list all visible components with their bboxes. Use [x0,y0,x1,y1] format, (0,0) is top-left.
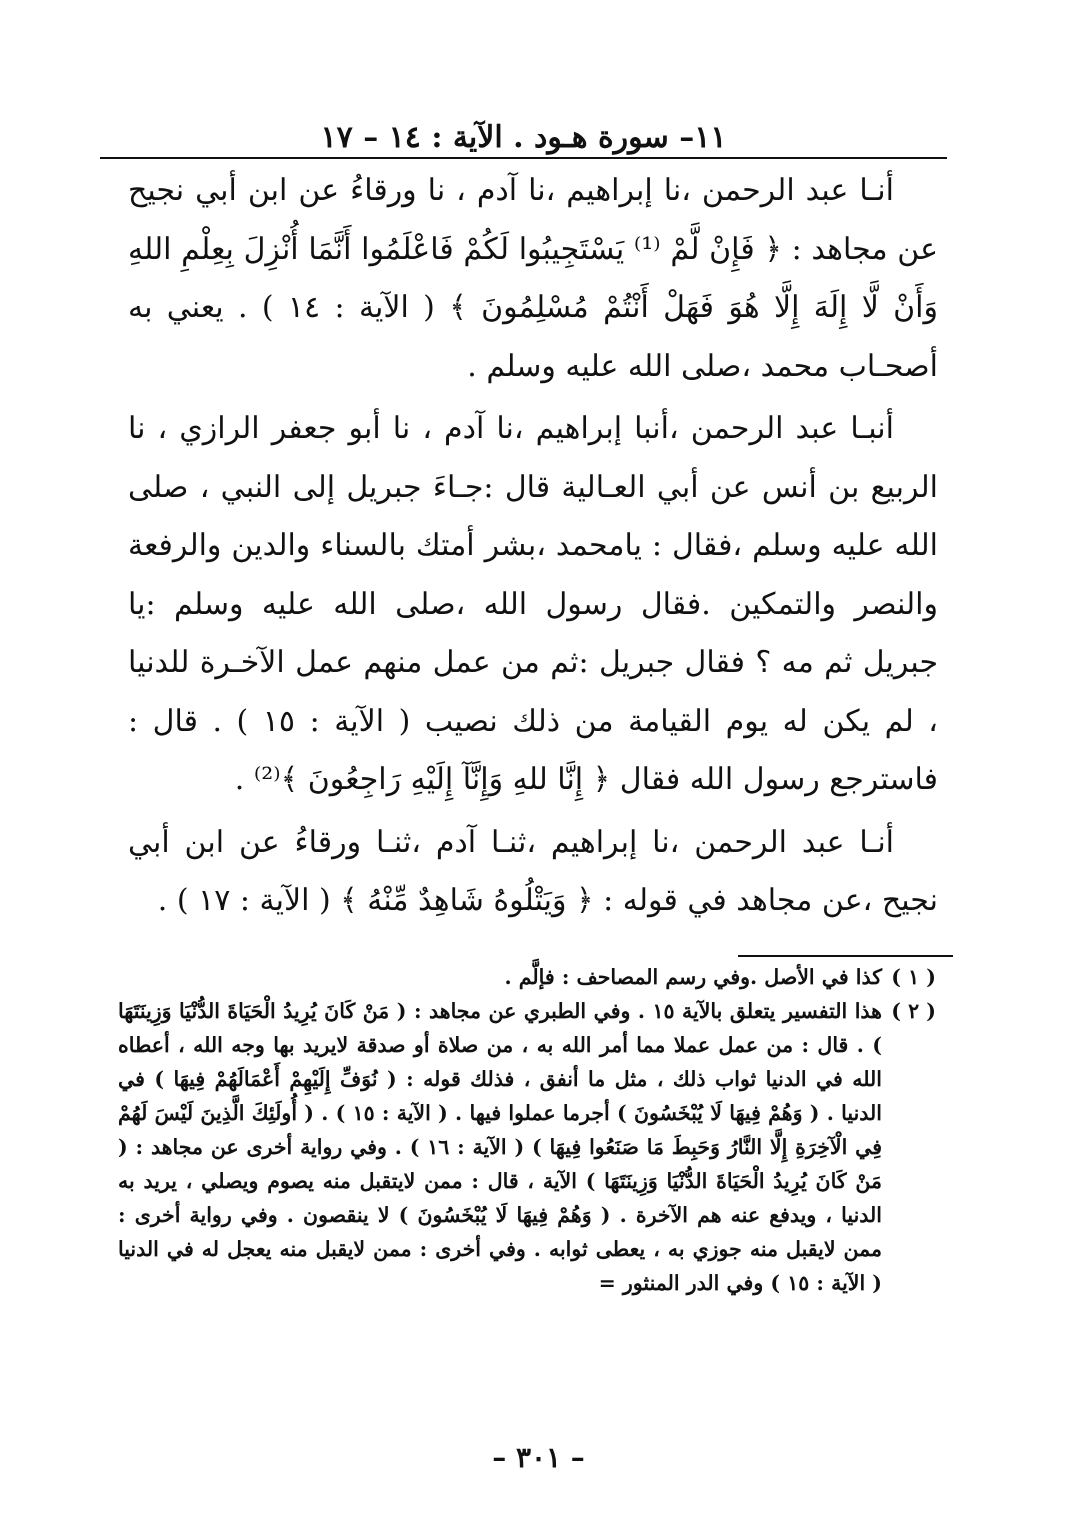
paragraph-1: أنـا عبد الرحمن ،نا إبراهيم ،نا آدم ، نا ورقاءُ عن ابن أبي نجيح عن مجاهد : ﴿ فَإِنْ لَّمْ ⁽¹⁾ يَسْتَجِيبُوا لَكُمْ فَاعْلَمُوا أَنَّمَا أُنْزِلَ بِعِلْمِ اللهِ وَأَنْ لَّا إِلَهَ إِلَّا هُوَ فَهَلْ أَنْتُمْ مُسْلِمُونَ ﴾ ( الآية : ١٤ ) . يعني به أصحـاب محمد ،صلى الله عليه وسلم . [128,173,939,384]
footnote-text: هذا التفسير يتعلق بالآية ١٥ . وفي الطبري عن مجاهد : ( مَنْ كَانَ يُرِيدُ الْحَيَاةَ الدُّنْيَا وَزِينَتَهَا ) . قال : من عمل عملا مما أمر الله به ، من صلاة أو صدقة لايريد بها وجه الله ، أعطاه الله في الدنيا ثواب ذلك ، مثل ما أنفق ، فذلك قوله : ( نُوَفِّ إِلَيْهِمْ أَعْمَالَهُمْ فِيهَا ) في الدنيا . ( وَهُمْ فِيهَا لَا يُبْخَسُونَ ) أجرما عملوا فيها . ( الآية : ١٥ ) . ( أُولَئِكَ الَّذِينَ لَيْسَ لَهُمْ فِي الْآخِرَةِ إِلَّا النَّارُ وَحَبِطَ مَا صَنَعُوا فِيهَا ) ( الآية : ١٦ ) . وفي رواية أخرى عن مجاهد : ( مَنْ كَانَ يُرِيدُ الْحَيَاةَ الدُّنْيَا وَزِينَتَهَا ) الآية ، قال : ممن لايتقبل منه يصوم ويصلي ، يريد به الدنيا ، ويدفع عنه هم الآخرة . ( وَهُمْ فِيهَا لَا يُبْخَسُونَ ) لا ينقصون . وفي رواية أخرى : ممن لايقبل منه جوزي به ، يعطى ثوابه . وفي أخرى : ممن لايقبل منه يعجل له في الدنيا ( الآية : ١٥ ) وفي الدر المنثور = [118,999,883,1295]
page-number: – ٣٠١ – [492,1441,585,1474]
footnote-number: ( ٢ ) [891,999,936,1023]
footnote-2 [118,994,936,1300]
page-header-title: ١١– سورة هـود . الآية : ١٤ – ١٧ [320,120,727,155]
footnote-number: ( ١ ) [891,965,936,989]
paragraph-3: أنـا عبد الرحمن ،نا إبراهيم ،ثنـا آدم ،ثنـا ورقاءُ عن ابن أبي نجيح ،عن مجاهد في قوله : ﴿ وَيَتْلُوهُ شَاهِدٌ مِّنْهُ ﴾ ( الآية : ١٧ ) . [128,824,938,918]
footnote-divider [738,955,953,957]
paragraph-2: أنبـا عبد الرحمن ،أنبا إبراهيم ،نا آدم ، نا أبو جعفر الرازي ، نا الربيع بن أنس عن أبي العـالية قال :جـاءَ جبريل إلى النبي ، صلى الله عليه وسلم ،فقال : يامحمد ،بشر أمتك بالسناء والدين والرفعة والنصر والتمكين .فقال رسول الله ،صلى الله عليه وسلم :يا جبريل ثم مه ؟ فقال جبريل :ثم من عمل منهم عمل الآخـرة للدنيا ، لم يكن له يوم القيامة من ذلك نصيب ( الآية : ١٥ ) . قال : فاسترجع رسول الله فقال ﴿ إِنَّا للهِ وَإِنَّآ إِلَيْهِ رَاجِعُونَ ﴾⁽²⁾ . [128,411,938,797]
main-text [128,162,938,931]
footnotes [118,960,936,1300]
header-divider [100,157,947,159]
footnote-text: كذا في الأصل .وفي رسم المصاحف : فإلَّم . [504,965,882,989]
footnote-1 [118,960,936,994]
